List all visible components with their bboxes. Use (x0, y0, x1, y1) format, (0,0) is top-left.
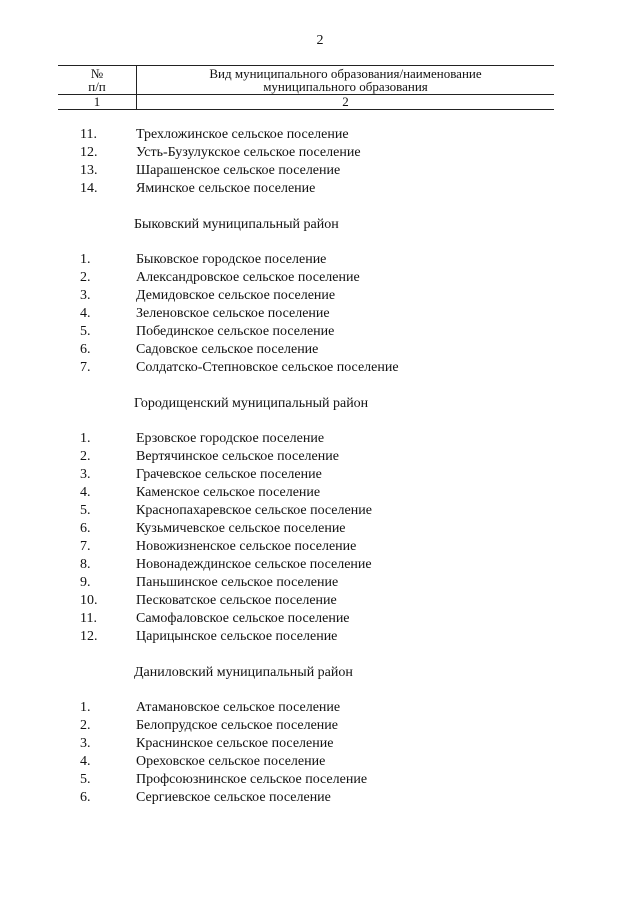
item-number: 3. (80, 467, 91, 482)
list-item (0, 735, 640, 753)
column-number-header (58, 66, 137, 95)
item-number: 5. (80, 324, 91, 339)
item-name: Быковское городское поселение (136, 252, 327, 267)
item-name: Солдатско-Степновское сельское поселение (136, 360, 399, 375)
list-item (0, 574, 640, 592)
item-name: Кузьмичевское сельское поселение (136, 521, 346, 536)
item-name: Ерзовское городское поселение (136, 431, 325, 446)
item-number: 13. (80, 163, 98, 178)
item-number: 7. (80, 539, 91, 554)
item-number: 1. (80, 700, 91, 715)
list-item (0, 162, 640, 180)
item-number: 8. (80, 557, 91, 572)
item-name: Ореховское сельское поселение (136, 754, 326, 769)
header-row (58, 66, 554, 95)
list-item (0, 717, 640, 735)
item-name: Яминское сельское поселение (136, 181, 316, 196)
list-item (0, 430, 640, 448)
item-number: 12. (80, 629, 98, 644)
item-name: Сергиевское сельское поселение (136, 790, 331, 805)
item-number: 5. (80, 503, 91, 518)
list-item (0, 287, 640, 305)
list-item (0, 771, 640, 789)
item-name: Паньшинское сельское поселение (136, 575, 339, 590)
item-number: 4. (80, 306, 91, 321)
item-name: Вертячинское сельское поселение (136, 449, 339, 464)
item-name: Новонадеждинское сельское поселение (136, 557, 372, 572)
list-item (0, 359, 640, 377)
list-item (0, 466, 640, 484)
item-number: 1. (80, 252, 91, 267)
item-name: Песковатское сельское поселение (136, 593, 337, 608)
item-name: Царицынское сельское поселение (136, 629, 338, 644)
list-item (0, 144, 640, 162)
item-number: 6. (80, 790, 91, 805)
item-number: 6. (80, 521, 91, 536)
list-item (0, 323, 640, 341)
item-number: 10. (80, 593, 98, 608)
column-index-1: 1 (58, 95, 137, 110)
item-name: Профсоюзнинское сельское поселение (136, 772, 368, 787)
municipality-list (0, 126, 640, 807)
list-item (0, 126, 640, 144)
item-number: 3. (80, 736, 91, 751)
list-item (0, 789, 640, 807)
list-item (0, 610, 640, 628)
item-number: 11. (80, 611, 97, 626)
item-number: 5. (80, 772, 91, 787)
item-number: 7. (80, 360, 91, 375)
item-number: 2. (80, 449, 91, 464)
district-heading: Быковский муниципальный район (134, 217, 339, 232)
district-heading: Городищенский муниципальный район (134, 396, 369, 411)
item-number: 1. (80, 431, 91, 446)
item-name: Каменское сельское поселение (136, 485, 321, 500)
page-number: 2 (316, 33, 324, 48)
list-item (0, 699, 640, 717)
list-item (0, 556, 640, 574)
item-number: 6. (80, 342, 91, 357)
item-name: Новожизненское сельское поселение (136, 539, 357, 554)
column-name-header (137, 66, 555, 95)
list-item (0, 484, 640, 502)
item-name: Трехложинское сельское поселение (136, 127, 349, 142)
item-number: 9. (80, 575, 91, 590)
list-item (0, 628, 640, 646)
item-name: Садовское сельское поселение (136, 342, 319, 357)
header-table (58, 65, 554, 110)
list-item (0, 341, 640, 359)
district-heading: Даниловский муниципальный район (134, 665, 353, 680)
list-item (0, 538, 640, 556)
item-name: Александровское сельское поселение (136, 270, 360, 285)
item-name: Шарашенское сельское поселение (136, 163, 341, 178)
column-name-header-text: Вид муниципального образования/наименование муниципального образования (209, 66, 482, 94)
item-name: Демидовское сельское поселение (136, 288, 336, 303)
item-name: Усть-Бузулукское сельское поселение (136, 145, 361, 160)
item-name: Зеленовское сельское поселение (136, 306, 330, 321)
item-number: 3. (80, 288, 91, 303)
item-name: Белопрудское сельское поселение (136, 718, 338, 733)
list-item (0, 520, 640, 538)
column-number-header-text: № п/п (88, 66, 106, 94)
column-index-row (58, 95, 554, 110)
list-item (0, 448, 640, 466)
list-item (0, 305, 640, 323)
item-name: Побединское сельское поселение (136, 324, 335, 339)
item-number: 14. (80, 181, 98, 196)
item-number: 4. (80, 754, 91, 769)
item-name: Грачевское сельское поселение (136, 467, 322, 482)
item-number: 2. (80, 270, 91, 285)
list-item (0, 753, 640, 771)
list-item (0, 269, 640, 287)
item-name: Самофаловское сельское поселение (136, 611, 350, 626)
list-item (0, 251, 640, 269)
list-item (0, 180, 640, 198)
item-name: Краснопахаревское сельское поселение (136, 503, 372, 518)
column-index-2: 2 (137, 95, 555, 110)
item-number: 4. (80, 485, 91, 500)
item-number: 12. (80, 145, 98, 160)
list-item (0, 502, 640, 520)
item-name: Атамановское сельское поселение (136, 700, 341, 715)
list-item (0, 592, 640, 610)
item-number: 11. (80, 127, 97, 142)
item-number: 2. (80, 718, 91, 733)
item-name: Краснинское сельское поселение (136, 736, 334, 751)
